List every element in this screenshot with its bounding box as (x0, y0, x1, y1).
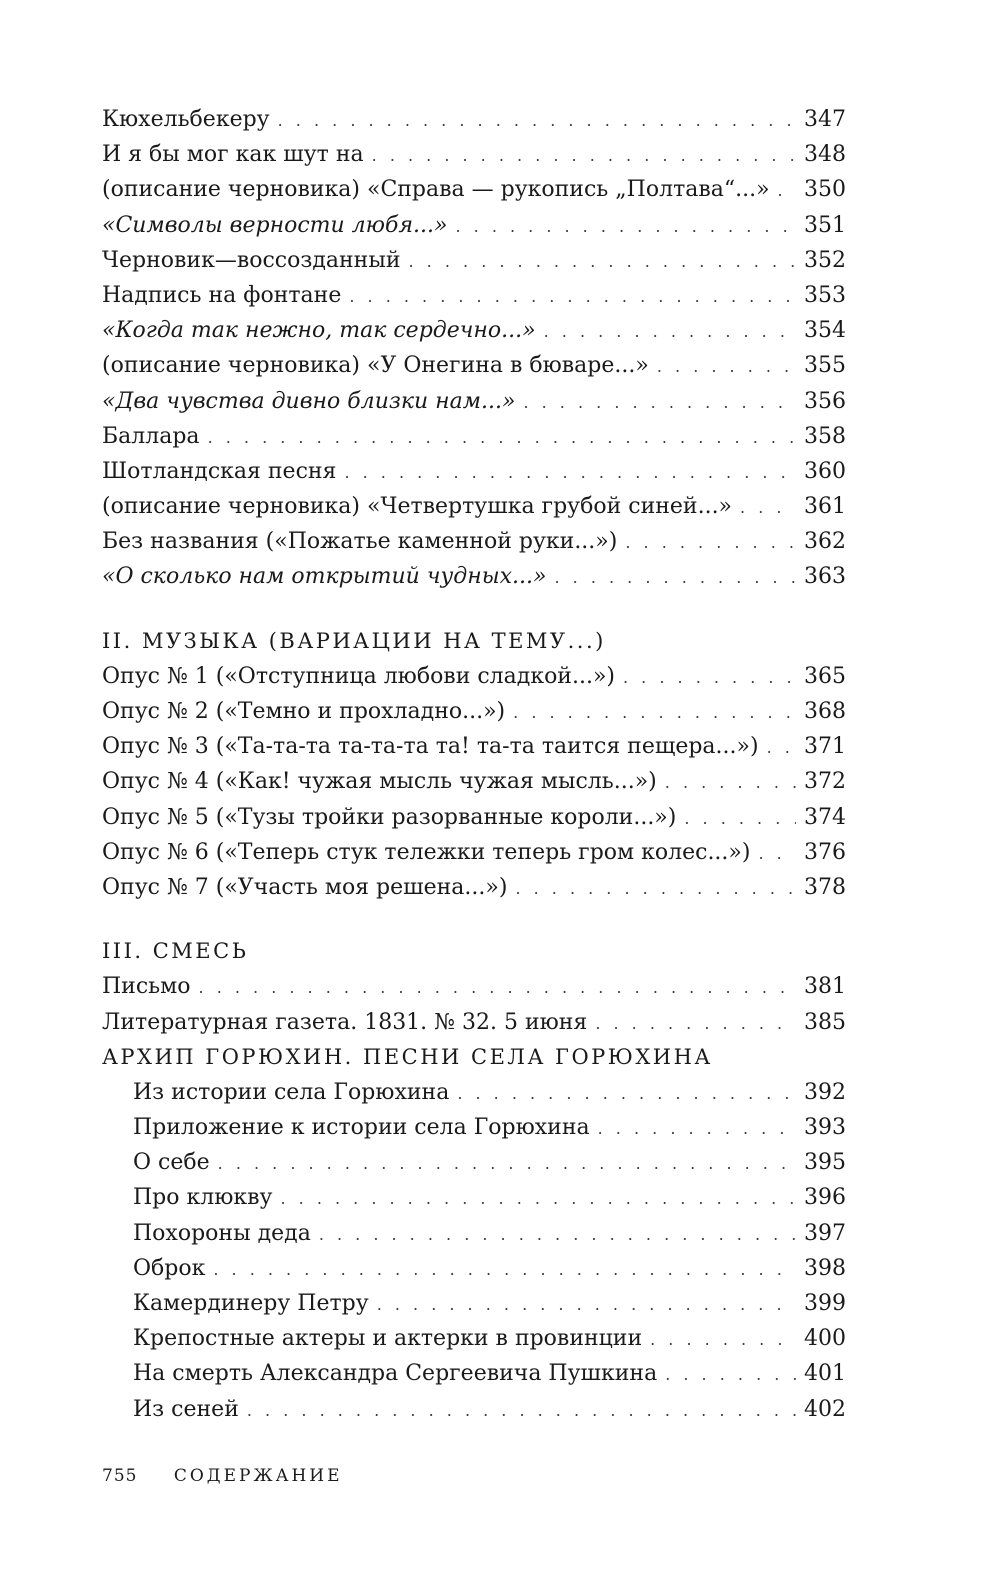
toc-entry-page: 393 (804, 1115, 846, 1141)
toc-part3 (102, 934, 846, 1427)
toc-entry-page: 353 (804, 282, 846, 308)
toc-entry-page: 356 (804, 388, 846, 414)
toc-entry-title: Баллара (102, 423, 200, 449)
toc-entry-title: Крепостные актеры и актерки в провинции (133, 1326, 643, 1352)
dot-leader (455, 209, 796, 244)
toc-entry[interactable] (102, 1145, 846, 1180)
dot-leader (595, 1006, 796, 1041)
table-of-contents (102, 102, 846, 1427)
toc-entry[interactable] (102, 870, 846, 905)
toc-entry-title: (описание черновика) «Справа — рукопись „Полтава“...» (102, 177, 770, 203)
toc-entry-title: Оброк (133, 1255, 206, 1281)
dot-leader (623, 660, 796, 695)
toc-entry-title: Без названия («Пожатье каменной руки...») (102, 529, 618, 555)
toc-entry-page: 365 (804, 663, 846, 689)
toc-entry[interactable] (102, 1286, 846, 1321)
toc-entry[interactable] (102, 1075, 846, 1110)
dot-leader (513, 695, 796, 730)
toc-entry[interactable] (102, 419, 846, 454)
toc-entry-title: Опус № 2 («Темно и прохладно...») (102, 699, 506, 724)
toc-entry-page: 376 (804, 839, 846, 865)
dot-leader (377, 1287, 796, 1322)
dot-leader (208, 420, 796, 455)
toc-part1 (102, 102, 846, 595)
toc-entry[interactable] (102, 313, 846, 348)
toc-entry-page: 385 (804, 1009, 846, 1035)
toc-entry-title: «Символы верности любя...» (102, 212, 448, 238)
toc-entry-title: Опус № 4 («Как! чужая мысль чужая мысль...») (102, 769, 657, 795)
toc-entry[interactable] (102, 969, 846, 1004)
dot-leader (213, 1252, 796, 1287)
toc-entry-title: О себе (133, 1150, 210, 1176)
page-footer (102, 1466, 343, 1486)
dot-leader (457, 1076, 796, 1111)
toc-entry-page: 354 (804, 318, 846, 344)
toc-entry-page: 360 (804, 458, 846, 484)
dot-leader (218, 1146, 796, 1181)
toc-entry-title: Письмо (102, 974, 191, 1000)
toc-entry-page: 372 (804, 769, 846, 795)
toc-entry-title: Литературная газета. 1831. № 32. 5 июня (102, 1009, 588, 1035)
toc-entry[interactable] (102, 243, 846, 278)
dot-leader (344, 455, 796, 490)
toc-entry-title: Приложение к истории села Горюхина (133, 1115, 590, 1141)
toc-entry[interactable] (102, 524, 846, 559)
toc-entry-page: 400 (804, 1326, 846, 1352)
section-spacer (102, 905, 846, 934)
section-spacer (102, 595, 846, 624)
section-heading-music[interactable]: II. МУЗЫКА (ВАРИАЦИИ НА ТЕМУ...) (102, 628, 606, 653)
dot-leader (598, 1111, 796, 1146)
toc-entry-title: Опус № 3 («Та-та-та та-та-та та! та-та таится пещера...») (102, 734, 759, 760)
dot-leader (740, 490, 796, 525)
toc-entry-page: 347 (804, 107, 846, 132)
toc-entry-page: 374 (804, 804, 846, 830)
dot-leader (199, 970, 796, 1005)
toc-entry[interactable] (102, 1180, 846, 1215)
dot-leader (665, 765, 796, 800)
toc-entry-page: 399 (804, 1291, 846, 1316)
toc-entry-title: «О сколько нам открытий чудных...» (102, 564, 547, 590)
toc-entry[interactable] (102, 1251, 846, 1286)
toc-entry[interactable] (102, 1356, 846, 1391)
toc-entry[interactable] (102, 729, 846, 764)
dot-leader (319, 1217, 796, 1252)
dot-leader (523, 385, 796, 420)
dot-leader (349, 279, 796, 314)
toc-entry-title: (описание черновика) «Четвертушка грубой синей...» (102, 494, 733, 520)
dot-leader (278, 103, 796, 138)
toc-entry[interactable] (102, 384, 846, 419)
toc-entry[interactable] (102, 102, 846, 137)
toc-entry-page: 363 (804, 564, 846, 590)
section-heading-miscellany[interactable]: III. СМЕСЬ (102, 939, 249, 964)
dot-leader (554, 560, 796, 595)
dot-leader (665, 1357, 796, 1392)
dot-leader (650, 1322, 796, 1357)
toc-entry[interactable] (102, 208, 846, 243)
toc-entry[interactable] (102, 137, 846, 172)
dot-leader (515, 871, 796, 906)
toc-entry[interactable] (102, 1321, 846, 1356)
page-number: 755 (102, 1466, 138, 1486)
dot-leader (247, 1393, 796, 1428)
toc-entry-page: 350 (804, 177, 846, 203)
toc-entry-page: 395 (804, 1150, 846, 1176)
toc-entry-title: Опус № 5 («Тузы тройки разорванные короли...») (102, 804, 677, 830)
dot-leader (657, 349, 796, 384)
toc-entry-title: «Когда так нежно, так сердечно...» (102, 318, 536, 344)
toc-entry-page: 401 (804, 1361, 846, 1387)
toc-entry-title: Кюхельбекеру (102, 107, 270, 132)
toc-entry[interactable] (102, 800, 846, 835)
toc-entry-title: Опус № 1 («Отступница любови сладкой...») (102, 663, 615, 689)
toc-entry-page: 402 (804, 1396, 846, 1422)
toc-entry[interactable] (102, 172, 846, 207)
toc-entry-page: 352 (804, 247, 846, 273)
toc-entry-page: 362 (804, 529, 846, 555)
toc-entry[interactable] (102, 1216, 846, 1251)
toc-entry[interactable] (102, 454, 846, 489)
toc-entry-title: Черновик—воссозданный (102, 247, 401, 273)
toc-entry-title: Камердинеру Петру (133, 1291, 369, 1316)
toc-entry-title: Шотландская песня (102, 458, 337, 484)
dot-leader (767, 730, 796, 765)
toc-entry-page: 378 (804, 874, 846, 900)
dot-leader (280, 1181, 796, 1216)
toc-entry[interactable] (102, 659, 846, 694)
toc-entry-page: 355 (804, 353, 846, 379)
subgroup-heading-goryukhin[interactable]: АРХИП ГОРЮХИН. ПЕСНИ СЕЛА ГОРЮХИНА (102, 1044, 713, 1069)
dot-leader (544, 314, 796, 349)
toc-entry[interactable] (102, 1005, 846, 1040)
toc-entry[interactable] (102, 1392, 846, 1427)
toc-entry-page: 368 (804, 699, 846, 724)
toc-entry-title: Из истории села Горюхина (133, 1079, 450, 1105)
toc-entry-title: Про клюкву (133, 1185, 273, 1211)
toc-entry-page: 348 (804, 142, 846, 168)
toc-entry-title: Похороны деда (133, 1220, 311, 1246)
toc-entry[interactable] (102, 348, 846, 383)
dot-leader (758, 836, 796, 871)
toc-entry[interactable] (102, 559, 846, 594)
toc-entry-title: Опус № 7 («Участь моя решена...») (102, 874, 508, 900)
toc-entry-title: «Два чувства дивно близки нам...» (102, 388, 516, 414)
toc-entry-title: И я бы мог как шут на (102, 142, 364, 168)
toc-entry-page: 381 (804, 974, 846, 1000)
toc-entry-title: На смерть Александра Сергеевича Пушкина (133, 1361, 658, 1387)
running-head: СОДЕРЖАНИЕ (173, 1466, 343, 1486)
toc-entry-title: Надпись на фонтане (102, 282, 342, 308)
dot-leader (684, 801, 796, 836)
toc-entry-title: Опус № 6 («Теперь стук тележки теперь гром колес...») (102, 839, 751, 865)
dot-leader (625, 525, 796, 560)
toc-entry-page: 351 (804, 212, 846, 238)
toc-entry[interactable] (102, 489, 846, 524)
toc-entry-title: (описание черновика) «У Онегина в бюваре...» (102, 353, 649, 379)
toc-entry[interactable] (102, 278, 846, 313)
toc-entry[interactable] (102, 1110, 846, 1145)
toc-entry-page: 361 (804, 494, 846, 520)
dot-leader (372, 138, 796, 173)
toc-entry-page: 392 (804, 1079, 846, 1105)
toc-entry-page: 397 (804, 1220, 846, 1246)
toc-entry[interactable] (102, 694, 846, 729)
toc-part2 (102, 624, 846, 906)
toc-entry[interactable] (102, 835, 846, 870)
toc-entry-page: 396 (804, 1185, 846, 1211)
toc-entry-title: Из сеней (133, 1396, 239, 1422)
dot-leader (409, 244, 797, 279)
dot-leader (778, 173, 796, 208)
toc-entry-page: 398 (804, 1255, 846, 1281)
toc-entry-page: 358 (804, 423, 846, 449)
toc-entry[interactable] (102, 764, 846, 799)
toc-entry-page: 371 (804, 734, 846, 760)
